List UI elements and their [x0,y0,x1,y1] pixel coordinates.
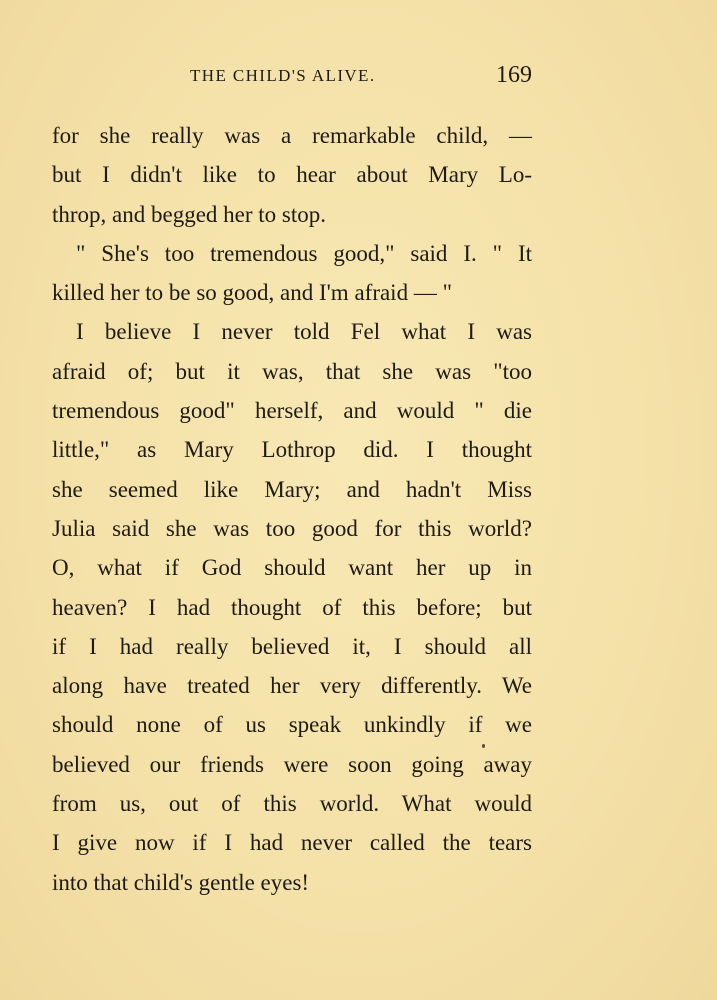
text-line: along have treated her very differently. We [52,673,532,699]
running-title: THE CHILD'S ALIVE. [190,66,376,85]
text-line: throp, and begged her to stop. [52,201,327,227]
text-line: afraid of; but it was, that she was "too [52,358,532,384]
text-line: into that child's gentle eyes! [52,869,310,895]
text-line: little," as Mary Lothrop did. I thought [52,437,532,463]
text-line: I give now if I had never called the tears [52,830,532,856]
text-line: heaven? I had thought of this before; but [52,594,532,620]
text-line: believed our friends were soon going away [52,751,532,777]
page-number: 169 [496,62,532,88]
text-line: Julia said she was too good for this world? [52,515,532,541]
running-head [52,62,532,94]
text-line: she seemed like Mary; and hadn't Miss [52,476,532,502]
text-line: killed her to be so good, and I'm afraid — " [52,280,452,306]
text-line: for she really was a remarkable child, — [52,123,532,148]
text-line: tremendous good" herself, and would " die [52,398,532,424]
text-line: should none of us speak unkindly if we [52,712,532,738]
text-line: I believe I never told Fel what I was [76,319,532,345]
text-line: O, what if God should want her up in [52,555,532,581]
body-text [52,116,532,902]
text-line: " She's too tremendous good," said I. " It [76,240,532,266]
text-line: from us, out of this world. What would [52,791,532,817]
text-line: but I didn't like to hear about Mary Lo- [52,162,532,188]
text-line: if I had really believed it, I should all [52,633,532,659]
ink-speck [482,744,485,748]
